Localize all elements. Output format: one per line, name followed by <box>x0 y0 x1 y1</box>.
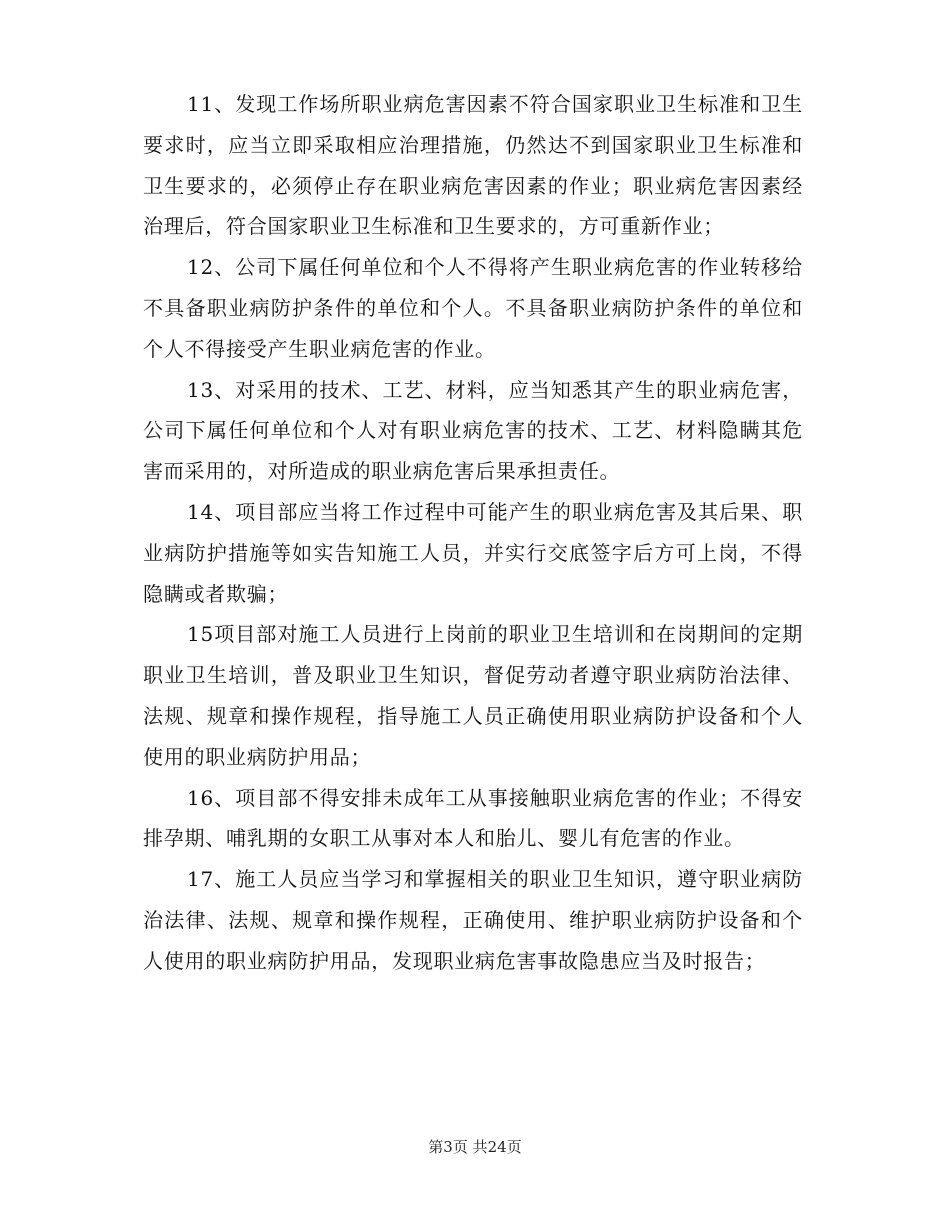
paragraph-15: 15项目部对施工人员进行上岗前的职业卫生培训和在岗期间的定期职业卫生培训，普及职业卫生知识，督促劳动者遵守职业病防治法律、法规、规章和操作规程，指导施工人员正确使用职业病防护设备和个人使用的职业病防护用品； <box>143 622 803 769</box>
paragraph-16: 16、项目部不得安排未成年工从事接触职业病危害的作业；不得安排孕期、哺乳期的女职工从事对本人和胎儿、婴儿有危害的作业。 <box>143 785 803 851</box>
document-body <box>143 84 803 982</box>
paragraph-14: 14、项目部应当将工作过程中可能产生的职业病危害及其后果、职业病防护措施等如实告知施工人员，并实行交底签字后方可上岗，不得隐瞒或者欺骗； <box>143 499 803 606</box>
paragraph-12: 12、公司下属任何单位和个人不得将产生职业病危害的作业转移给不具备职业病防护条件的单位和个人。不具备职业病防护条件的单位和个人不得接受产生职业病危害的作业。 <box>143 255 803 361</box>
paragraph-11: 11、发现工作场所职业病危害因素不符合国家职业卫生标准和卫生要求时，应当立即采取相应治理措施，仍然达不到国家职业卫生标准和卫生要求的，必须停止存在职业病危害因素的作业；职业病危害因素经治理后，符合国家职业卫生标准和卫生要求的，方可重新作业； <box>143 92 803 239</box>
paragraph-13: 13、对采用的技术、工艺、材料，应当知悉其产生的职业病危害，公司下属任何单位和个人对有职业病危害的技术、工艺、材料隐瞒其危害而采用的，对所造成的职业病危害后果承担责任。 <box>143 377 803 484</box>
paragraph-17: 17、施工人员应当学习和掌握相关的职业卫生知识，遵守职业病防治法律、法规、规章和操作规程，正确使用、维护职业病防护设备和个人使用的职业病防护用品，发现职业病危害事故隐患应当及时报告； <box>143 867 803 973</box>
page-number-footer: 第3页 共24页 <box>428 1138 522 1156</box>
